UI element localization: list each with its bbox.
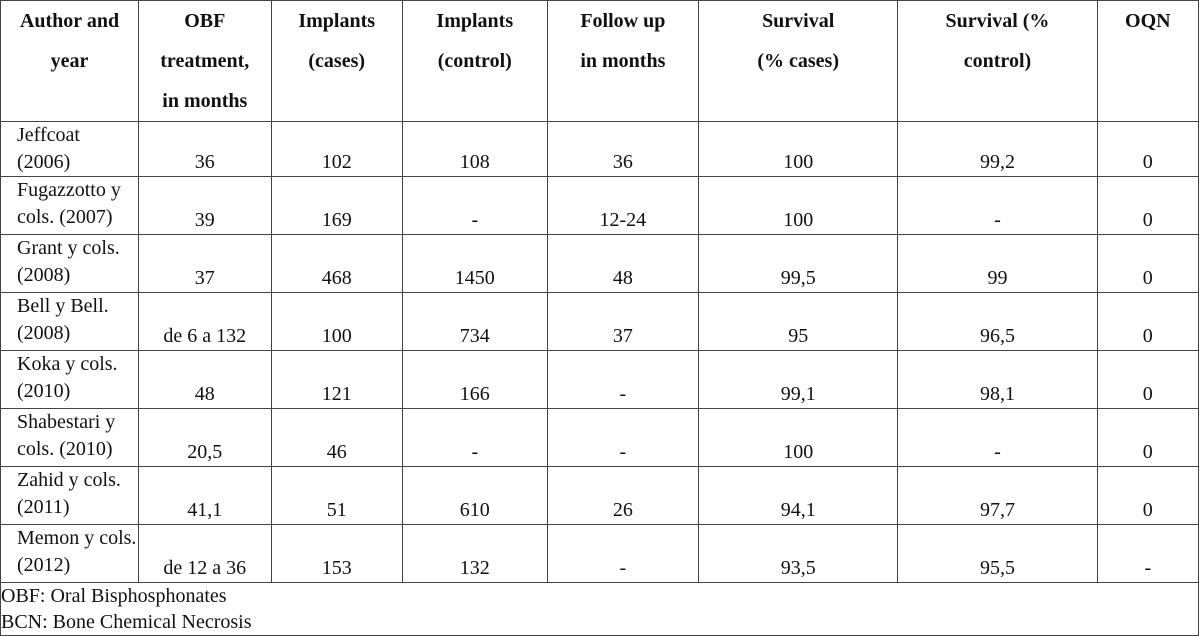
oqn-cell: 0 [1097, 293, 1198, 351]
author-line: Jeffcoat (2006) [17, 124, 80, 173]
author-line: (2008) [17, 264, 71, 286]
header-line: (control) [437, 50, 512, 72]
table-row [1, 467, 1199, 525]
table-row [1, 409, 1199, 467]
author-year-cell [1, 409, 139, 467]
header-implants-cases [271, 1, 402, 122]
implants-control-cell: - [402, 409, 547, 467]
survival-control-cell: 99,2 [898, 122, 1097, 177]
implants-control-cell: - [402, 177, 547, 235]
header-line: Survival [762, 10, 835, 32]
table-row [1, 293, 1199, 351]
obf-cell: 48 [139, 351, 271, 409]
author-year-cell [1, 293, 139, 351]
survival-control-cell: - [898, 177, 1097, 235]
header-line: in months [580, 50, 666, 72]
survival-cases-cell: 94,1 [699, 467, 898, 525]
table-row [1, 235, 1199, 293]
implants-control-cell: 132 [402, 525, 547, 583]
follow-up-cell: 12-24 [547, 177, 698, 235]
implants-cases-cell: 46 [271, 409, 402, 467]
oqn-cell: 0 [1097, 177, 1198, 235]
author-line: (2008) [17, 322, 71, 344]
implants-control-cell: 166 [402, 351, 547, 409]
survival-cases-cell: 93,5 [699, 525, 898, 583]
oqn-cell: 0 [1097, 235, 1198, 293]
header-line: in months [162, 90, 248, 112]
obf-cell: de 12 a 36 [139, 525, 271, 583]
header-line: Survival (% [945, 10, 1050, 32]
implants-control-cell: 108 [402, 122, 547, 177]
header-author-year [1, 1, 139, 122]
author-year-cell [1, 122, 139, 177]
header-row [1, 1, 1199, 122]
survival-cases-cell: 99,5 [699, 235, 898, 293]
header-line: Follow up [580, 10, 666, 32]
footnote-obf: OBF: Oral Bisphosphonates [1, 585, 227, 607]
header-line: treatment, [160, 50, 250, 72]
survival-control-cell: 96,5 [898, 293, 1097, 351]
header-implants-control [402, 1, 547, 122]
follow-up-cell: - [547, 409, 698, 467]
oqn-cell: 0 [1097, 409, 1198, 467]
implants-cases-cell: 169 [271, 177, 402, 235]
follow-up-cell: 37 [547, 293, 698, 351]
implants-cases-cell: 468 [271, 235, 402, 293]
header-line: OQN [1125, 10, 1171, 32]
author-line: (2010) [17, 380, 71, 402]
author-year-cell [1, 235, 139, 293]
follow-up-cell: - [547, 525, 698, 583]
header-line: Implants [436, 10, 514, 32]
obf-cell: 37 [139, 235, 271, 293]
header-oqn [1097, 1, 1198, 122]
author-line: (2011) [17, 496, 70, 518]
follow-up-cell: - [547, 351, 698, 409]
footnote-bcn: BCN: Bone Chemical Necrosis [1, 611, 252, 633]
header-line: OBF [184, 10, 226, 32]
implants-control-cell: 1450 [402, 235, 547, 293]
obf-cell: 20,5 [139, 409, 271, 467]
author-line: Memon y cols. [17, 527, 137, 549]
table-row [1, 351, 1199, 409]
table-row [1, 122, 1199, 177]
implants-cases-cell: 102 [271, 122, 402, 177]
obf-cell: 39 [139, 177, 271, 235]
header-survival-cases [699, 1, 898, 122]
header-line: year [50, 50, 89, 72]
author-line: cols. (2007) [17, 206, 113, 228]
author-line: Bell y Bell. [17, 295, 109, 317]
author-line: cols. (2010) [17, 438, 113, 460]
author-year-cell [1, 525, 139, 583]
implants-cases-cell: 100 [271, 293, 402, 351]
survival-cases-cell: 100 [699, 122, 898, 177]
follow-up-cell: 26 [547, 467, 698, 525]
header-line: Implants [298, 10, 376, 32]
implants-control-cell: 734 [402, 293, 547, 351]
oqn-cell: 0 [1097, 467, 1198, 525]
oqn-cell: 0 [1097, 122, 1198, 177]
author-year-cell [1, 351, 139, 409]
header-line: control) [963, 50, 1032, 72]
implants-cases-cell: 153 [271, 525, 402, 583]
survival-control-cell: 98,1 [898, 351, 1097, 409]
survival-cases-cell: 100 [699, 409, 898, 467]
author-line: Fugazzotto y [17, 179, 121, 201]
survival-cases-cell: 99,1 [699, 351, 898, 409]
survival-control-cell: - [898, 409, 1097, 467]
survival-control-cell: 99 [898, 235, 1097, 293]
obf-cell: 41,1 [139, 467, 271, 525]
author-line: (2012) [17, 554, 71, 576]
header-line: (cases) [308, 50, 366, 72]
obf-cell: 36 [139, 122, 271, 177]
obf-cell: de 6 a 132 [139, 293, 271, 351]
implants-control-cell: 610 [402, 467, 547, 525]
follow-up-cell: 48 [547, 235, 698, 293]
survival-control-cell: 95,5 [898, 525, 1097, 583]
survival-cases-cell: 100 [699, 177, 898, 235]
footnotes [1, 583, 1199, 636]
author-line: Koka y cols. [17, 353, 118, 375]
survival-control-cell: 97,7 [898, 467, 1097, 525]
author-year-cell [1, 177, 139, 235]
header-line: (% cases) [757, 50, 839, 72]
header-obf-treatment [139, 1, 271, 122]
header-survival-control [898, 1, 1097, 122]
table-row [1, 525, 1199, 583]
author-line: Shabestari y [17, 411, 116, 433]
author-line: Zahid y cols. [17, 469, 121, 491]
follow-up-cell: 36 [547, 122, 698, 177]
survival-cases-cell: 95 [699, 293, 898, 351]
implants-cases-cell: 121 [271, 351, 402, 409]
footnote-row [1, 583, 1199, 636]
table-row [1, 177, 1199, 235]
table-body [1, 122, 1199, 583]
header-line: Author and [19, 10, 120, 32]
author-year-cell [1, 467, 139, 525]
oqn-cell: 0 [1097, 351, 1198, 409]
implants-cases-cell: 51 [271, 467, 402, 525]
oqn-cell: - [1097, 525, 1198, 583]
author-line: Grant y cols. [17, 237, 120, 259]
header-follow-up [547, 1, 698, 122]
